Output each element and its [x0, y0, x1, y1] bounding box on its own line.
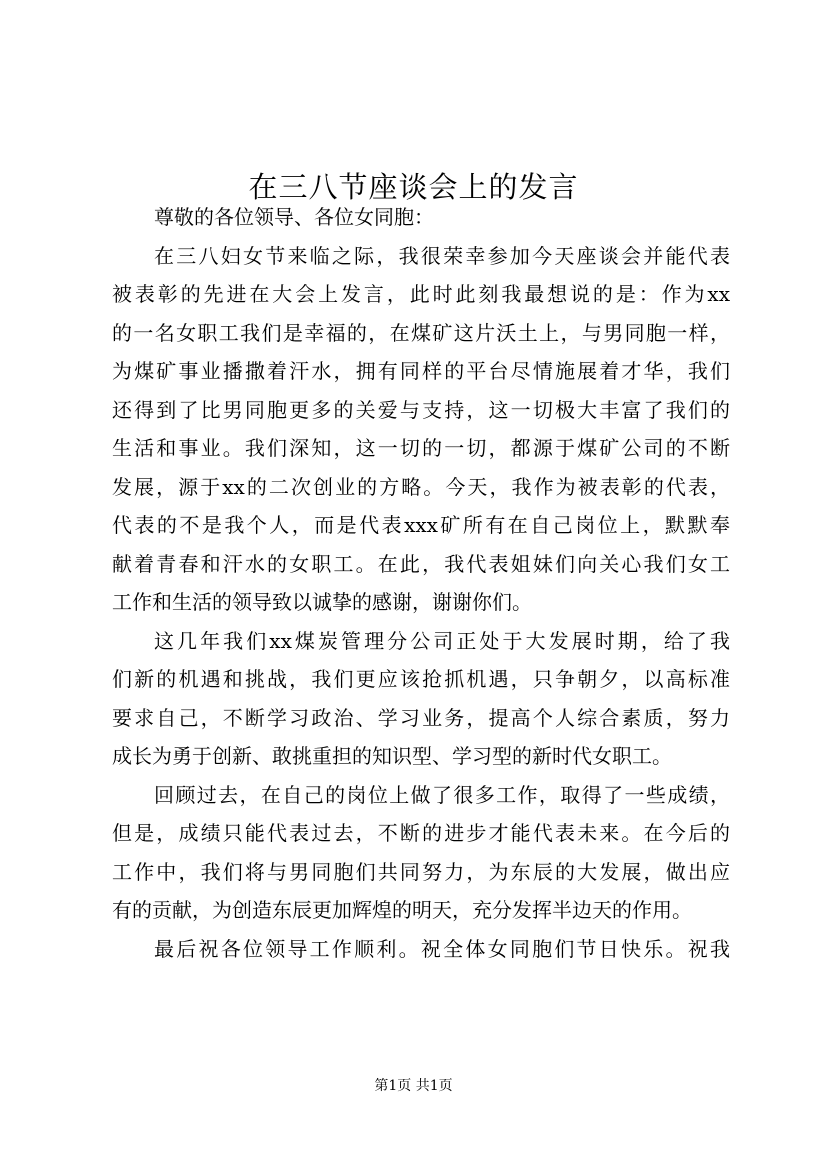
- text-line: 的一名女职工我们是幸福的，在煤矿这片沃土上，与男同胞一样，: [112, 320, 730, 345]
- text-line: 为煤矿事业播撒着汗水，拥有同样的平台尽情施展着才华，我们: [112, 359, 730, 383]
- document-title: 在三八节座谈会上的发言: [248, 170, 579, 205]
- text-line: 但是，成绩只能代表过去，不断的进步才能代表未来。在今后的: [112, 821, 730, 845]
- text-line: 代表的不是我个人，而是代表xxx矿所有在自己岗位上，默默奉: [112, 513, 730, 537]
- text-line: 尊敬的各位领导、各位女同胞：: [154, 205, 434, 229]
- text-line: 有的贡献，为创造东辰更加辉煌的明天，充分发挥半边天的作用。: [112, 898, 692, 922]
- page-footer: 第1页 共1页: [374, 1078, 453, 1094]
- text-line: 最后祝各位领导工作顺利。祝全体女同胞们节日快乐。祝我: [154, 936, 730, 961]
- text-line: 成长为勇于创新、敢挑重担的知识型、学习型的新时代女职工。: [112, 744, 672, 768]
- text-line: 还得到了比男同胞更多的关爱与支持，这一切极大丰富了我们的: [112, 397, 730, 422]
- text-line: 献着青春和汗水的女职工。在此，我代表姐妹们向关心我们女工: [112, 551, 730, 576]
- text-line: 工作中，我们将与男同胞们共同努力，为东辰的大发展，做出应: [112, 859, 730, 884]
- text-line: 回顾过去，在自己的岗位上做了很多工作，取得了一些成绩，: [154, 782, 730, 807]
- text-line: 们新的机遇和挑战，我们更应该抢抓机遇，只争朝夕，以高标准: [112, 667, 730, 691]
- document-body: [112, 198, 730, 968]
- text-line: 在三八妇女节来临之际，我很荣幸参加今天座谈会并能代表: [154, 243, 730, 268]
- text-line: 这几年我们xx煤炭管理分公司正处于大发展时期，给了我: [154, 628, 730, 653]
- text-line: 工作和生活的领导致以诚挚的感谢，谢谢你们。: [112, 590, 532, 614]
- text-line: 生活和事业。我们深知，这一切的一切，都源于煤矿公司的不断: [112, 436, 730, 460]
- text-line: 要求自己，不断学习政治、学习业务，提高个人综合素质，努力: [112, 705, 730, 730]
- text-line: 被表彰的先进在大会上发言，此时此刻我最想说的是：作为xx: [112, 282, 730, 306]
- text-line: 发展，源于xx的二次创业的方略。今天，我作为被表彰的代表，: [112, 474, 730, 499]
